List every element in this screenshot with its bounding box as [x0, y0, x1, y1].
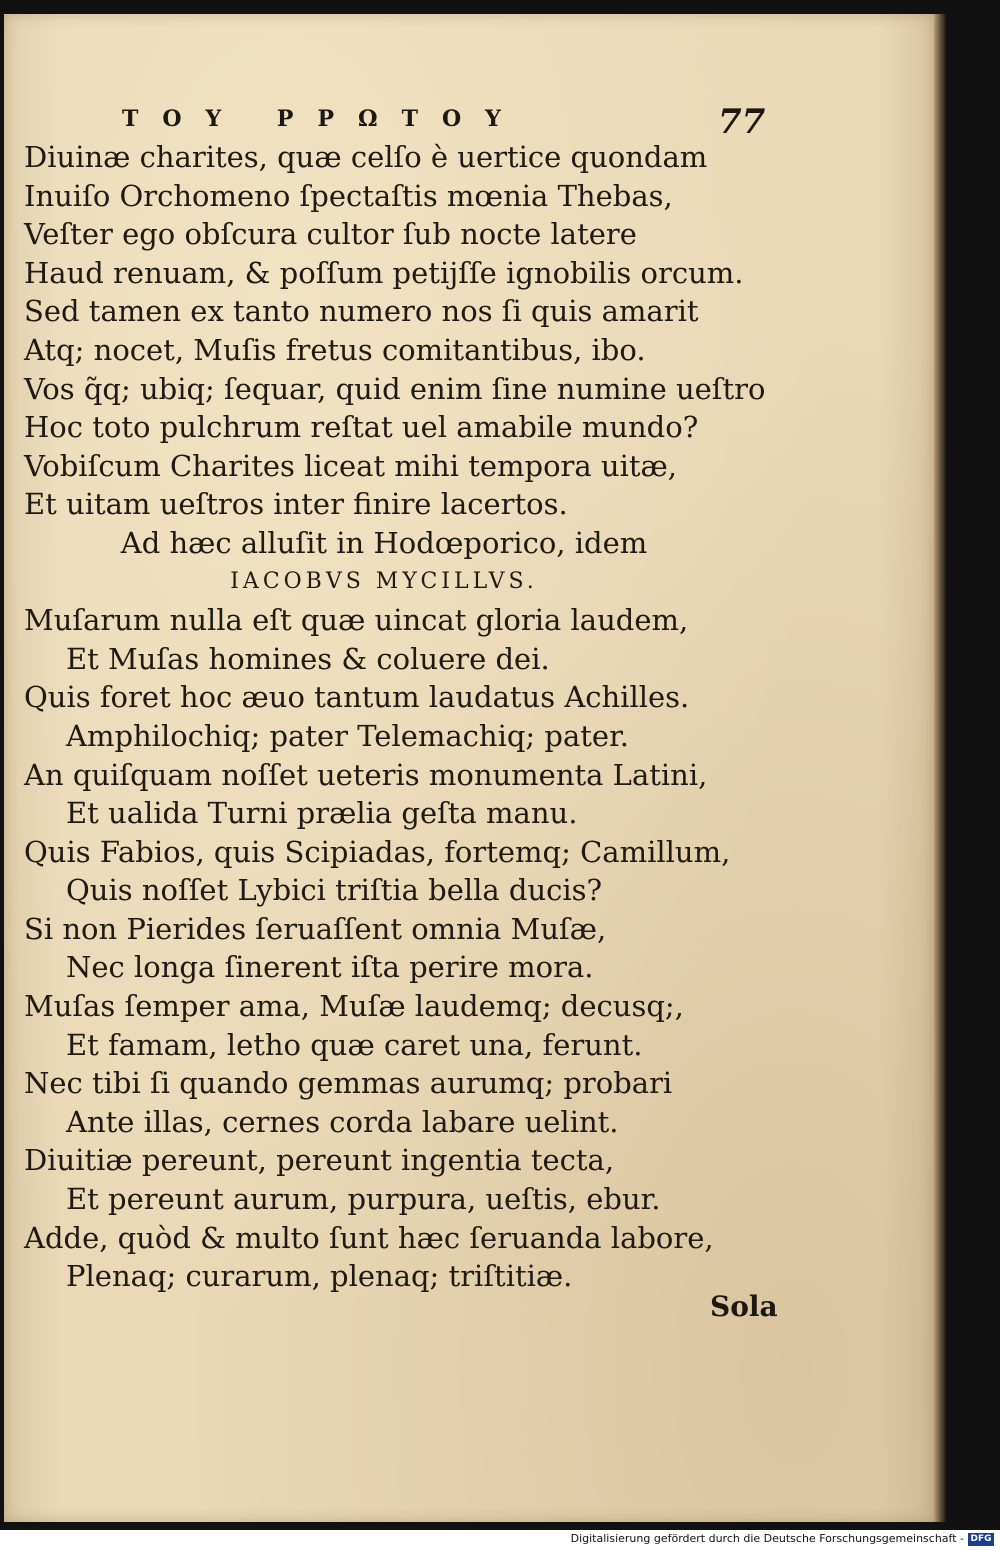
- dfg-logo: DFG: [968, 1533, 994, 1546]
- verse-line: Vos q̃q; ubiq; ſequar, quid enim ſine numine ueſtro: [24, 371, 766, 406]
- verse-line: Quis noſſet Lybici triſtia bella ducis?: [66, 873, 603, 908]
- verse-line: Et ualida Turni prælia geſta manu.: [66, 796, 578, 831]
- poem-text: [24, 138, 924, 1296]
- verse-line: Amphilochiq; pater Telemachiq; pater.: [66, 718, 629, 753]
- page-edge: [934, 14, 946, 1522]
- verse-line: Haud renuam, & poſſum petijſſe ignobilis orcum.: [24, 255, 744, 290]
- verse-line: Inuiſo Orchomeno ſpectaſtis mœnia Thebas,: [24, 178, 673, 213]
- verse-line: Diuinæ charites, quæ celſo è uertice quondam: [24, 140, 708, 174]
- verse-line: Nec longa ſinerent iſta perire mora.: [66, 950, 594, 985]
- verse-line: Atq; nocet, Muſis fretus comitantibus, ibo.: [24, 332, 646, 367]
- verse-line: Et pereunt aurum, purpura, ueſtis, ebur.: [66, 1182, 661, 1217]
- verse-line: Muſarum nulla eſt quæ uincat gloria laudem,: [24, 603, 689, 638]
- catchword: Sola: [710, 1290, 778, 1323]
- verse-line: Vobiſcum Charites liceat mihi tempora uitæ,: [24, 448, 678, 483]
- verse-line: Muſas ſemper ama, Muſæ laudemq; decusq;,: [24, 989, 684, 1024]
- page-number: 77: [718, 102, 766, 142]
- heading-line: Ad hæc alluſit in Hodœporico, idem: [120, 525, 648, 560]
- book-page: [4, 14, 934, 1522]
- author-name-line: IACOBVS MYCILLVS.: [230, 568, 538, 594]
- verse-line: Sed tamen ex tanto numero nos ſi quis amarit: [24, 294, 699, 329]
- verse-line: Adde, quòd & multo ſunt hæc ſeruanda labore,: [24, 1220, 714, 1255]
- verse-line: Et famam, letho quæ caret una, ferunt.: [66, 1027, 643, 1062]
- verse-line: Hoc toto pulchrum reſtat uel amabile mundo?: [24, 410, 699, 445]
- footer-bar: [0, 1530, 1000, 1550]
- running-head: ΤΟΥ ΡΡΩΤΟΥ: [122, 106, 525, 132]
- verse-line: Si non Pierides ſeruaſſent omnia Muſæ,: [24, 911, 607, 946]
- verse-line: Et Muſas homines & coluere dei.: [66, 641, 550, 676]
- verse-line: Quis Fabios, quis Scipiadas, fortemq; Camillum,: [24, 834, 731, 869]
- verse-line: Quis foret hoc æuo tantum laudatus Achilles.: [24, 680, 690, 715]
- verse-line: Plenaq; curarum, plenaq; triſtitiæ.: [66, 1259, 573, 1294]
- verse-line: Et uitam ueſtros inter finire lacertos.: [24, 487, 568, 522]
- verse-line: An quiſquam noſſet ueteris monumenta Latini,: [24, 757, 708, 792]
- verse-line: Ante illas, cernes corda labare uelint.: [66, 1104, 619, 1139]
- verse-line: Diuitiæ pereunt, pereunt ingentia tecta,: [24, 1143, 615, 1178]
- verse-line: Veſter ego obſcura cultor ſub nocte latere: [24, 217, 637, 252]
- footer-credit: Digitalisierung gefördert durch die Deutsche Forschungsgemeinschaft -: [570, 1532, 964, 1545]
- verse-line: Nec tibi ſi quando gemmas aurumq; probari: [24, 1066, 673, 1101]
